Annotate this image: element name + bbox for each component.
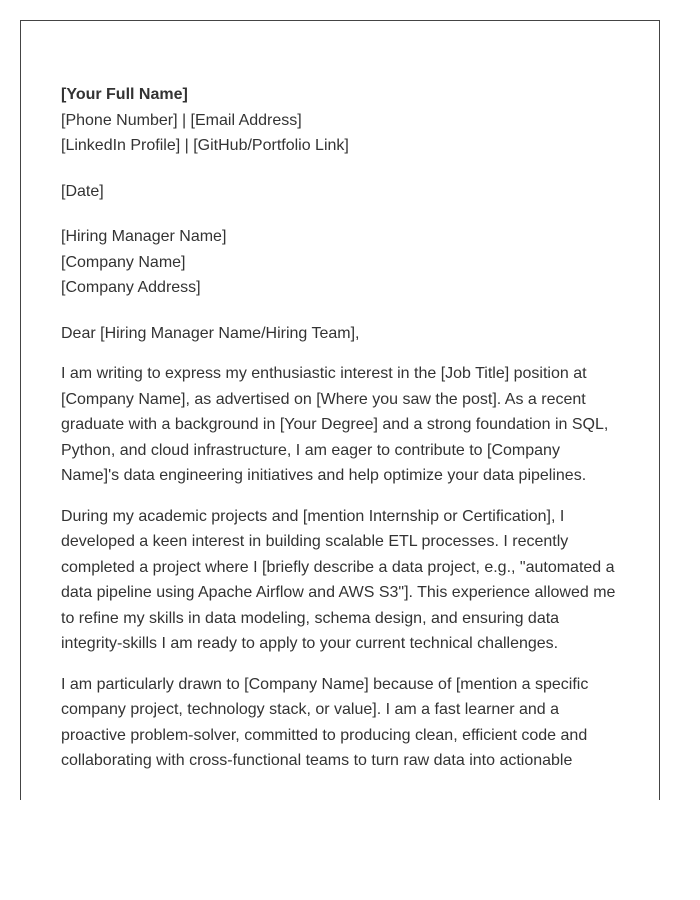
paragraph-line: I am writing to express my enthusiastic interest in the [Job Title] position at [61,365,587,382]
sender-header [61,82,626,159]
recipient-block [61,224,626,301]
recipient-company: [Company Name] [61,253,186,271]
paragraph-2 [61,504,626,657]
letter-content [61,82,626,774]
salutation-block [61,321,626,347]
paragraph-line: proactive problem-solver, committed to producing clean, efficient code and [61,726,588,744]
sender-name: [Your Full Name] [61,86,188,103]
paragraph-1 [61,361,626,489]
paragraph-line: collaborating with cross-functional teams to turn raw data into actionable [61,752,573,769]
recipient-manager: [Hiring Manager Name] [61,228,227,245]
paragraph-line: During my academic projects and [mention Internship or Certification], I [61,507,565,525]
paragraph-line: to refine my skills in data modeling, schema design, and ensuring data [61,609,560,627]
paragraph-line: data pipeline using Apache Airflow and AWS S3"]. This experience allowed me [61,584,616,601]
paragraph-line: developed a keen interest in building scalable ETL processes. I recently [61,533,569,550]
paragraph-line: I am particularly drawn to [Company Name] because of [mention a specific [61,675,589,693]
paragraph-3 [61,672,626,774]
date-block [61,179,626,205]
recipient-address: [Company Address] [61,279,201,296]
paragraph-line: [Company Name], as advertised on [Where you saw the post]. As a recent [61,390,586,408]
sender-contact-line: [Phone Number] | [Email Address] [61,111,302,129]
letter-page [20,20,660,800]
paragraph-line: Name]'s data engineering initiatives and help optimize your data pipelines. [61,467,587,484]
paragraph-line: completed a project where I [briefly describe a data project, e.g., "automated a [61,558,615,576]
paragraph-line: Python, and cloud infrastructure, I am eager to contribute to [Company [61,441,560,459]
paragraph-line: graduate with a background in [Your Degree] and a strong foundation in SQL, [61,416,609,433]
paragraph-line: integrity-skills I am ready to apply to your current technical challenges. [61,635,559,652]
salutation: Dear [Hiring Manager Name/Hiring Team], [61,324,360,342]
paragraph-line: company project, technology stack, or value]. I am a fast learner and a [61,701,560,718]
letter-date: [Date] [61,182,104,200]
sender-links-line: [LinkedIn Profile] | [GitHub/Portfolio Link] [61,137,349,154]
